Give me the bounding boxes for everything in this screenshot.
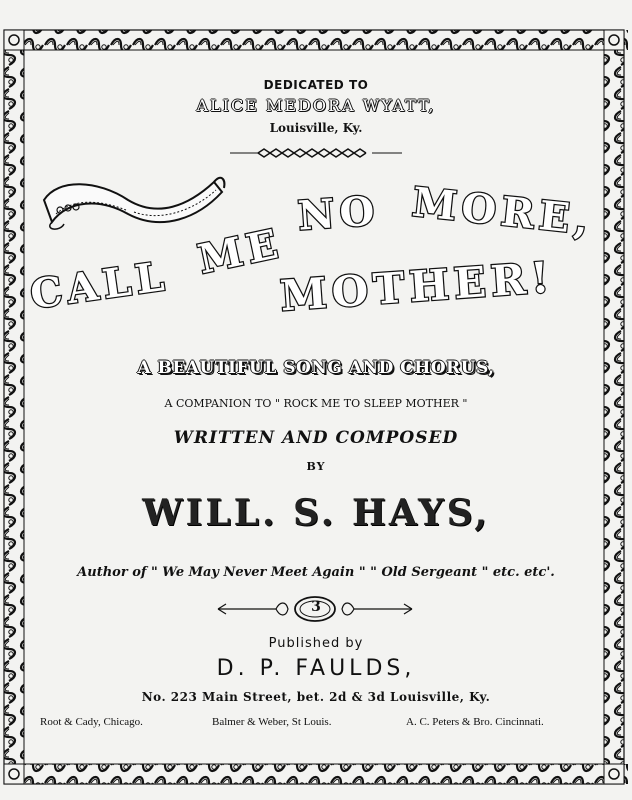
- publisher-address: No. 223 Main Street, bet. 2d & 3d Louisville, Ky.: [141, 690, 491, 704]
- dedication-separator: [228, 146, 404, 160]
- ribbon-banner: [38, 170, 228, 245]
- price-number: 3: [311, 599, 321, 615]
- written-composed-heading: WRITTEN AND COMPOSED: [173, 428, 459, 448]
- subtitle: A BEAUTIFUL SONG AND CHORUS,: [137, 358, 495, 378]
- title-word-me: ME: [194, 219, 287, 284]
- dedication-location: Louisville, Ky.: [269, 121, 363, 135]
- by-label: BY: [306, 460, 326, 473]
- title-word-call: CALL: [27, 252, 172, 319]
- composer-name: WILL. S. HAYS,: [142, 492, 490, 534]
- publisher-name: D. P. FAULDS,: [216, 656, 416, 681]
- companion-note: A COMPANION TO " ROCK ME TO SLEEP MOTHER ": [164, 397, 468, 410]
- dedicatee-name: ALICE MEDORA WYATT,: [196, 96, 436, 115]
- title-word-more: MORE,: [410, 178, 596, 245]
- agent-st-louis: Balmer & Weber, St Louis.: [212, 716, 332, 728]
- agent-chicago: Root & Cady, Chicago.: [40, 716, 143, 728]
- author-credits: Author of " We May Never Meet Again " " Old Sergeant " etc. etc'.: [77, 565, 555, 580]
- agent-cincinnati: A. C. Peters & Bro. Cincinnati.: [406, 716, 544, 728]
- published-by-label: Published by: [268, 636, 364, 651]
- title-word-mother: MOTHER!: [278, 252, 556, 321]
- title-word-no: NO: [296, 187, 381, 240]
- dedication-heading: DEDICATED TO: [263, 78, 369, 92]
